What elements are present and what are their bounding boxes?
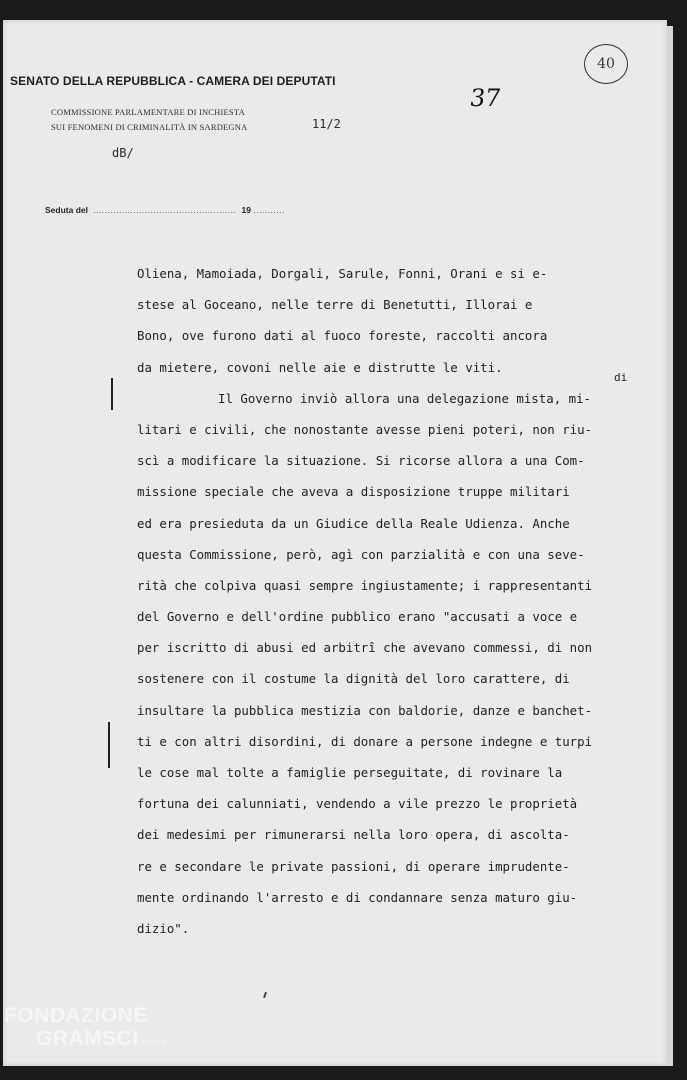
body-line: Oliena, Mamoiada, Dorgali, Sarule, Fonni, Orani e si e- bbox=[137, 266, 548, 281]
body-line: scì a modificare la situazione. Si ricorse allora a una Com- bbox=[137, 453, 585, 469]
seduta-year: 19 bbox=[241, 205, 252, 215]
body-line: Il Governo inviò allora una delegazione mista, mi- bbox=[218, 390, 591, 406]
typist-initials: dB/ bbox=[112, 146, 134, 160]
margin-mark-2 bbox=[108, 722, 110, 768]
interline-insert: di bbox=[614, 371, 628, 384]
body-line: questa Commissione, però, agì con parzialità e con una seve- bbox=[137, 546, 585, 562]
body-line: re e secondare le private passioni, di operare imprudente- bbox=[137, 858, 570, 874]
body-line: da mietere, covoni nelle aie e distrutte le viti. bbox=[137, 359, 503, 375]
commission-line-1: COMMISSIONE PARLAMENTARE DI INCHIESTA bbox=[51, 107, 245, 117]
body-line: missione speciale che aveva a disposizione truppe militari bbox=[137, 484, 570, 500]
seduta-blank: .................................................. bbox=[90, 205, 240, 215]
margin-mark-1 bbox=[111, 378, 113, 410]
reference-number: 11/2 bbox=[312, 117, 341, 131]
seduta-year-blank: ........... bbox=[253, 205, 285, 215]
seduta-line bbox=[45, 205, 285, 215]
body-line: fortuna dei calunniati, vendendo a vile prezzo le proprietà bbox=[137, 796, 578, 812]
seduta-label: Seduta del bbox=[45, 205, 88, 215]
body-text bbox=[137, 258, 637, 944]
body-line: dizio". bbox=[137, 920, 190, 936]
body-line: sostenere con il costume la dignità del loro carattere, di bbox=[137, 671, 570, 687]
body-line: stese al Goceano, nelle terre di Benetutti, Illorai e bbox=[137, 297, 533, 313]
body-line: mente ordinando l'arresto e di condannare senza maturo giu- bbox=[137, 889, 578, 905]
body-line: ti e con altri disordini, di donare a persone indegne e turpi bbox=[137, 733, 593, 749]
watermark-line-2-row bbox=[4, 1027, 167, 1054]
page-edge bbox=[667, 26, 673, 1066]
header-title: SENATO DELLA REPUBBLICA - CAMERA DEI DEPUTATI bbox=[10, 74, 336, 88]
body-line: del Governo e dell'ordine pubblico erano "accusati a voce e bbox=[137, 609, 578, 625]
body-line: dei medesimi per rimunerarsi nella loro opera, di ascolta- bbox=[137, 827, 570, 843]
watermark-line-1: FONDAZIONE bbox=[4, 1004, 148, 1027]
watermark-line-2: GRAMSCI bbox=[36, 1027, 139, 1050]
body-line: insultare la pubblica mestizia con baldorie, danze e banchet- bbox=[137, 702, 593, 718]
watermark-suffix: onlus bbox=[142, 1037, 167, 1047]
body-line: ed era presieduta da un Giudice della Reale Udienza. Anche bbox=[137, 515, 570, 531]
handwritten-page-number: 37 bbox=[468, 84, 503, 112]
body-line: per iscritto di abusi ed arbitrî che avevano commessi, di non bbox=[137, 640, 593, 656]
body-line: litari e civili, che nonostante avesse pieni poteri, non riu- bbox=[137, 421, 593, 437]
body-line: rità che colpiva quasi sempre ingiustamente; i rappresentanti bbox=[137, 577, 593, 593]
circled-page-number: 40 bbox=[584, 44, 628, 84]
watermark-logo bbox=[4, 1004, 167, 1054]
body-line: le cose mal tolte a famiglie perseguitate, di rovinare la bbox=[137, 765, 563, 780]
body-line: Bono, ove furono dati al fuoco foreste, raccolti ancora bbox=[137, 328, 548, 344]
commission-name bbox=[51, 105, 247, 135]
commission-line-2: SUI FENOMENI DI CRIMINALITÀ IN SARDEGNA bbox=[51, 122, 248, 132]
